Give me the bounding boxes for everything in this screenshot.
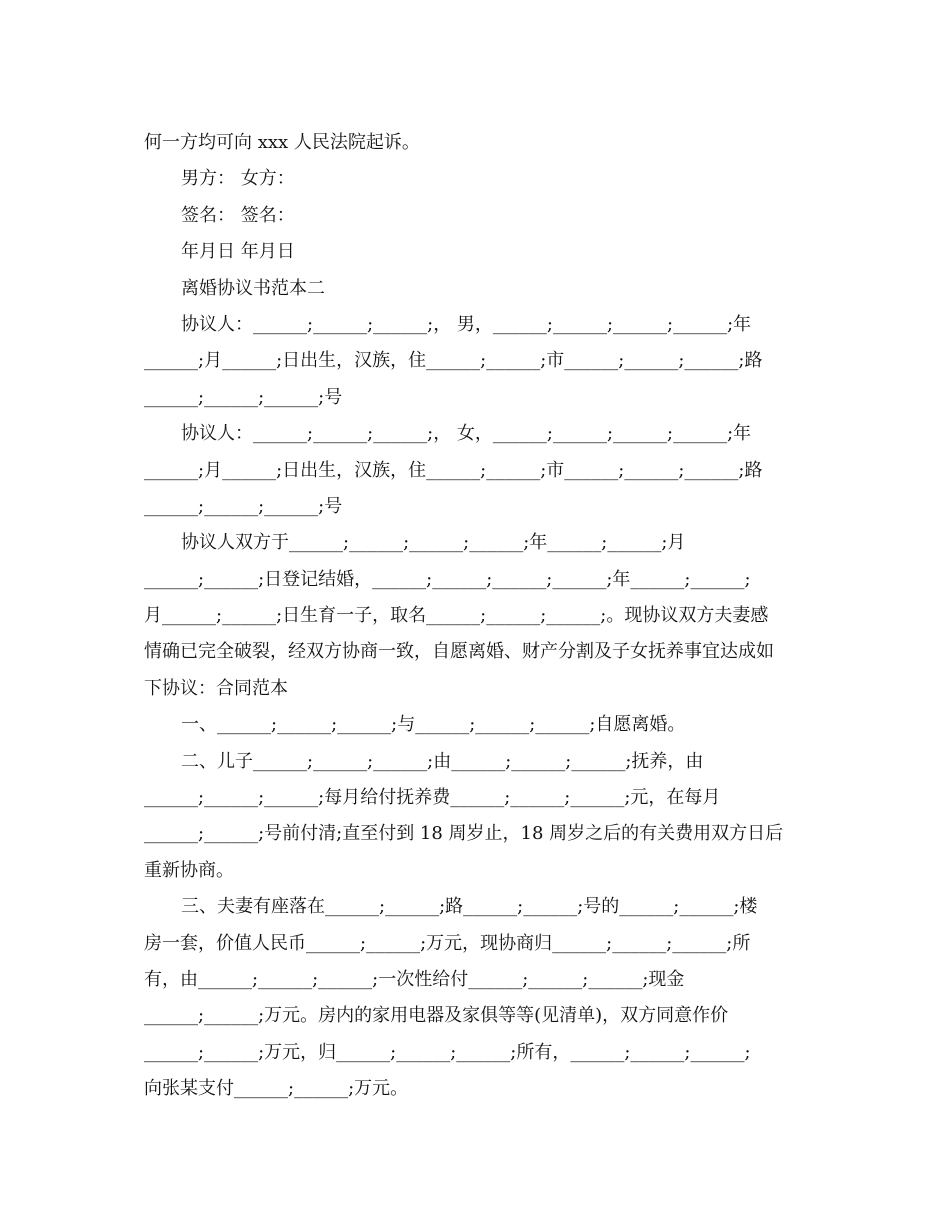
document-body [144,125,809,1108]
text-line: ______;______;号前付清;直至付到 18 周岁止，18 周岁之后的有关费用双方日后 [144,823,784,845]
text-line: ______;______;______;每月给付抚养费______;______;______;元，在每月 [144,787,721,809]
section-heading: 离婚协议书范本二 [181,277,325,299]
text-line: 协议人双方于______;______;______;______;年______;______;月 [181,532,686,554]
text-line: ______;月______;日出生，汉族，住______;______;市______;______;______;路 [144,459,763,481]
text-line: ______;______;日登记结婚，______;______;______;______;年______;______; [144,568,751,590]
text-line: ______;______;______;号 [144,495,343,517]
text-line-signature-labels: 签名： 签名： [181,204,295,226]
text-line-party-labels: 男方： 女方： [181,168,295,190]
text-line: ______;______;______;号 [144,386,343,408]
text-line: 协议人：______;______;______;， 女，______;______;______;______;年 [181,423,752,445]
clause-3-line: 三、夫妻有座落在______;______;路______;______;号的______;______;楼 [181,896,758,918]
text-line: 重新协商。 [144,859,234,881]
text-line-date-labels: 年月日 年月日 [181,241,295,263]
clause-2-line: 二、儿子______;______;______;由______;______;______;抚养，由 [181,750,704,772]
text-line: ______;______;万元。房内的家用电器及家俱等等(见清单)，双方同意作价 [144,1005,729,1027]
text-line: 有，由______;______;______;一次性给付______;______;______;现金 [144,968,685,990]
clause-1-line: 一、______;______;______;与______;______;______;自愿离婚。 [181,714,686,736]
text-line: ______;______;万元，归______;______;______;所有，______;______;______; [144,1041,751,1063]
text-line: 月______;______;日生育一子，取名______;______;______;。现协议双方夫妻感 [144,605,769,627]
text-line: 房一套，价值人民币______;______;万元，现协商归______;______;______;所 [144,932,751,954]
text-line: 情确已完全破裂，经双方协商一致，自愿离婚、财产分割及子女抚养事宜达成如 [144,641,774,663]
text-line: 何一方均可向 xxx 人民法院起诉。 [144,132,420,153]
text-line: 协议人：______;______;______;， 男，______;______;______;______;年 [181,313,752,335]
text-line: ______;月______;日出生，汉族，住______;______;市______;______;______;路 [144,350,763,372]
text-line: 向张某支付______;______;万元。 [144,1078,409,1100]
text-line: 下协议：合同范本 [144,677,288,699]
